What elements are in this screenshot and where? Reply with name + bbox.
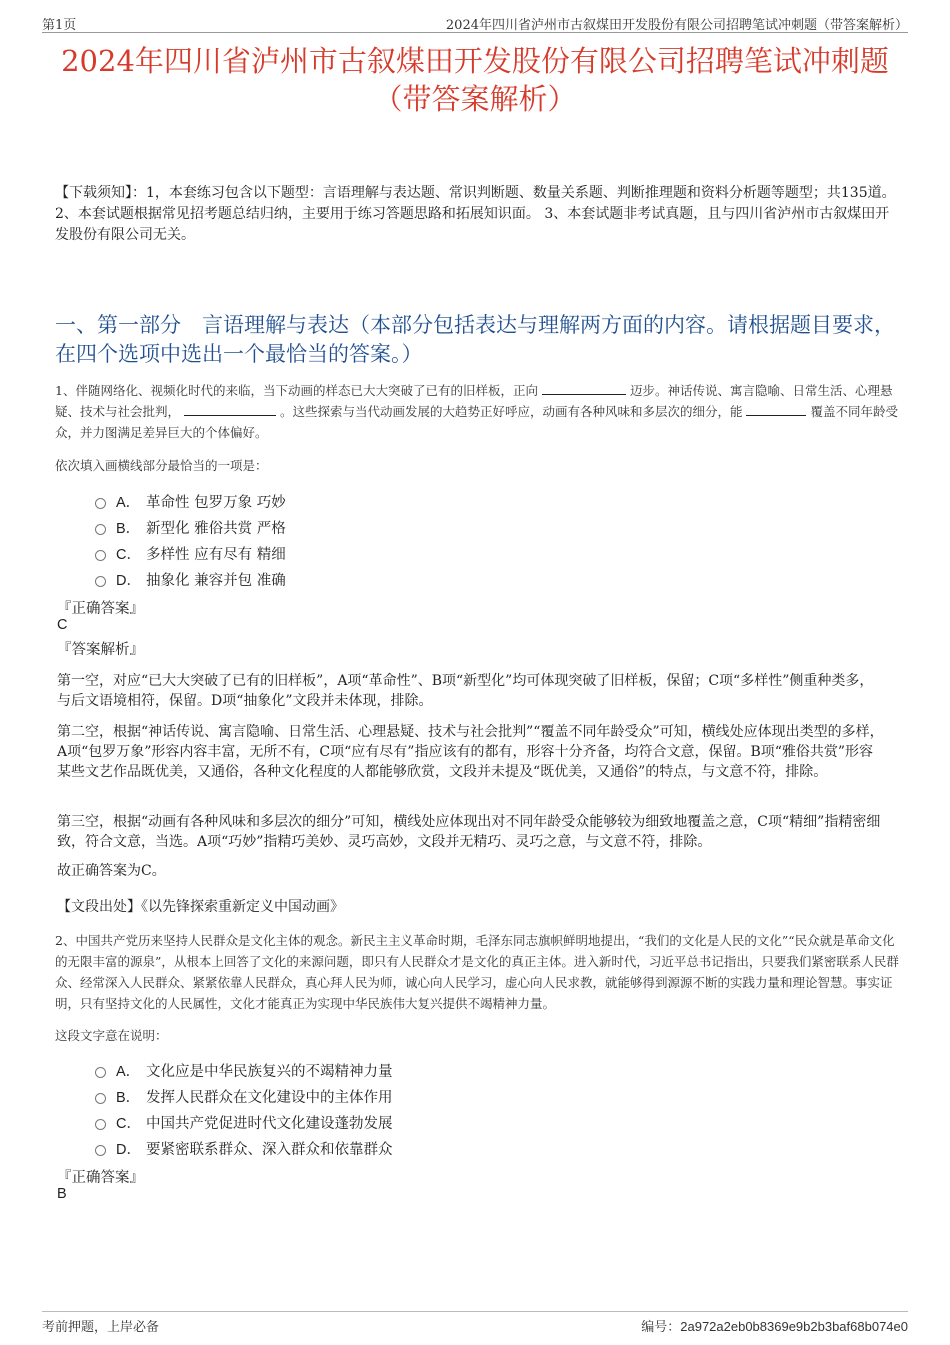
page-footer — [42, 1311, 908, 1336]
option-text: 文化应是中华民族复兴的不竭精神力量 — [146, 1063, 393, 1080]
option-text: 多样性 应有尽有 精细 — [146, 546, 286, 563]
question-1-prompt: 依次填入画横线部分最恰当的一项是： — [55, 458, 268, 473]
radio-icon[interactable] — [95, 576, 106, 587]
question-1-option-c[interactable] — [95, 540, 286, 566]
question-2-option-c[interactable] — [95, 1109, 393, 1135]
question-2-option-d[interactable] — [95, 1135, 393, 1161]
question-1-text-part-b: 迈步。神话传说、寓言隐喻、日常生活、心理悬疑、技术与社会批判， — [55, 383, 893, 419]
option-letter: B． — [116, 1089, 141, 1106]
radio-icon[interactable] — [95, 1093, 106, 1104]
question-1-option-d[interactable] — [95, 566, 286, 592]
option-text: 要紧密联系群众、深入群众和依靠群众 — [146, 1141, 393, 1158]
question-2-text: 2、中国共产党历来坚持人民群众是文化主体的观念。新民主主义革命时期，毛泽东同志旗帜鲜明地提出，“我们的文化是人民的文化”“民众就是革命文化的无限丰富的源泉”，从根本上回答了文化的来源问题，即只有人民群众才是文化的真正主体。进入新时代，习近平总书记指出，只要我们紧密联系人民群众、经常深入人民群众、紧紧依靠人民群众，真心拜人民为师，诚心向人民学习，虚心向人民求教，就能够得到源源不断的实践力量和理论智慧。事实证明，只有坚持文化的人民属性，文化才能真正为实现中华民族伟大复兴提供不竭精神力量。 — [55, 933, 899, 1011]
question-2-options — [95, 1057, 393, 1161]
page-header — [42, 10, 908, 33]
question-2-answer-label: 『正确答案』 — [57, 1170, 144, 1186]
option-text: 革命性 包罗万象 巧妙 — [146, 494, 286, 511]
question-2-prompt: 这段文字意在说明： — [55, 1028, 168, 1043]
radio-icon[interactable] — [95, 1119, 106, 1130]
question-1-analysis-label: 『答案解析』 — [57, 642, 144, 658]
analysis-conclusion: 故正确答案为C。 — [57, 863, 166, 879]
fill-blank-2 — [184, 402, 276, 416]
question-1-option-b[interactable] — [95, 514, 286, 540]
option-text: 发挥人民群众在文化建设中的主体作用 — [146, 1089, 393, 1106]
question-1-text-part-a: 1、伴随网络化、视频化时代的来临，当下动画的样态已大大突破了已有的旧样板，正向 — [55, 383, 538, 398]
question-1-options — [95, 488, 286, 592]
option-text: 抽象化 兼容并包 准确 — [146, 572, 286, 589]
option-letter: D． — [116, 1141, 141, 1158]
option-letter: C． — [116, 546, 141, 563]
question-1-text-part-c: 。这些探索与当代动画发展的大趋势正好呼应，动画有各种风味和多层次的细分，能 — [279, 404, 743, 419]
download-notice: 【下载须知】：1，本套练习包含以下题型：言语理解与表达题、常识判断题、数量关系题、判断推理题和资料分析题等题型；共135道。 2、本套试题根据常见招考题总结归纳，主要用于练习答题思路和拓展知识面。 3、本套试题非考试真题，且与四川省泸州市古叙煤田开发股份有限公司无关。 — [55, 185, 896, 243]
fill-blank-3 — [746, 402, 806, 416]
option-text: 中国共产党促进时代文化建设蓬勃发展 — [146, 1115, 393, 1132]
option-letter: D． — [116, 572, 141, 589]
option-letter: C． — [116, 1115, 141, 1132]
header-doc-name: 2024年四川省泸州市古叙煤田开发股份有限公司招聘笔试冲刺题（带答案解析） — [445, 18, 908, 33]
option-letter: A． — [116, 494, 141, 511]
footer-serial-number: 编号：2a972a2eb0b8369e9b2b3baf68b074e0 — [641, 1319, 908, 1334]
question-1-answer: C — [57, 617, 68, 633]
option-letter: B． — [116, 520, 141, 537]
footer-slogan: 考前押题，上岸必备 — [42, 1320, 160, 1335]
radio-icon[interactable] — [95, 1145, 106, 1156]
question-1-text-part-d: 覆盖不同年龄受众，并力图满足差异巨大的个体偏好。 — [55, 404, 898, 440]
radio-icon[interactable] — [95, 524, 106, 535]
document-title: 2024年四川省泸州市古叙煤田开发股份有限公司招聘笔试冲刺题（带答案解析） — [61, 44, 889, 116]
analysis-paragraph-2: 第二空，根据“神话传说、寓言隐喻、日常生活、心理悬疑、技术与社会批判”“覆盖不同年龄受众”可知，横线处应体现出类型的多样，A项“包罗万象”形容内容丰富，无所不有，C项“应有尽有”指应该有的都有，形容十分齐备，均符合文意，保留。B项“雅俗共赏”形容某些文艺作品既优美，又通俗，各种文化程度的人都能够欣赏，文段并未提及“既优美，又通俗”的特点，与文意不符，排除。 — [57, 724, 884, 780]
radio-icon[interactable] — [95, 550, 106, 561]
analysis-paragraph-3: 第三空，根据“动画有各种风味和多层次的细分”可知，横线处应体现出对不同年龄受众能够较为细致地覆盖之意，C项“精细”指精密细致，符合文意，当选。A项“巧妙”指精巧美妙、灵巧高妙，文段并无精巧、灵巧之意，与文意不符，排除。 — [57, 814, 881, 850]
radio-icon[interactable] — [95, 498, 106, 509]
question-1-source: 【文段出处】《以先锋探索重新定义中国动画》 — [57, 899, 344, 915]
question-1-option-a[interactable] — [95, 488, 286, 514]
option-text: 新型化 雅俗共赏 严格 — [146, 520, 286, 537]
question-1-text — [55, 380, 900, 443]
analysis-paragraph-1: 第一空，对应“已大大突破了已有的旧样板”，A项“革命性”、B项“新型化”均可体现突破了旧样板，保留；C项“多样性”侧重种类多，与后文语境相符，保留。D项“抽象化”文段并未体现，排除。 — [57, 673, 874, 709]
option-letter: A． — [116, 1063, 141, 1080]
question-1-answer-label: 『正确答案』 — [57, 601, 144, 617]
question-2-answer: B — [57, 1186, 67, 1202]
page-number: 第1页 — [42, 18, 77, 33]
fill-blank-1 — [542, 381, 626, 395]
question-2-option-a[interactable] — [95, 1057, 393, 1083]
section-heading: 一、第一部分 言语理解与表达（本部分包括表达与理解两方面的内容。请根据题目要求，在四个选项中选出一个最恰当的答案。） — [55, 313, 895, 366]
radio-icon[interactable] — [95, 1067, 106, 1078]
question-2-option-b[interactable] — [95, 1083, 393, 1109]
